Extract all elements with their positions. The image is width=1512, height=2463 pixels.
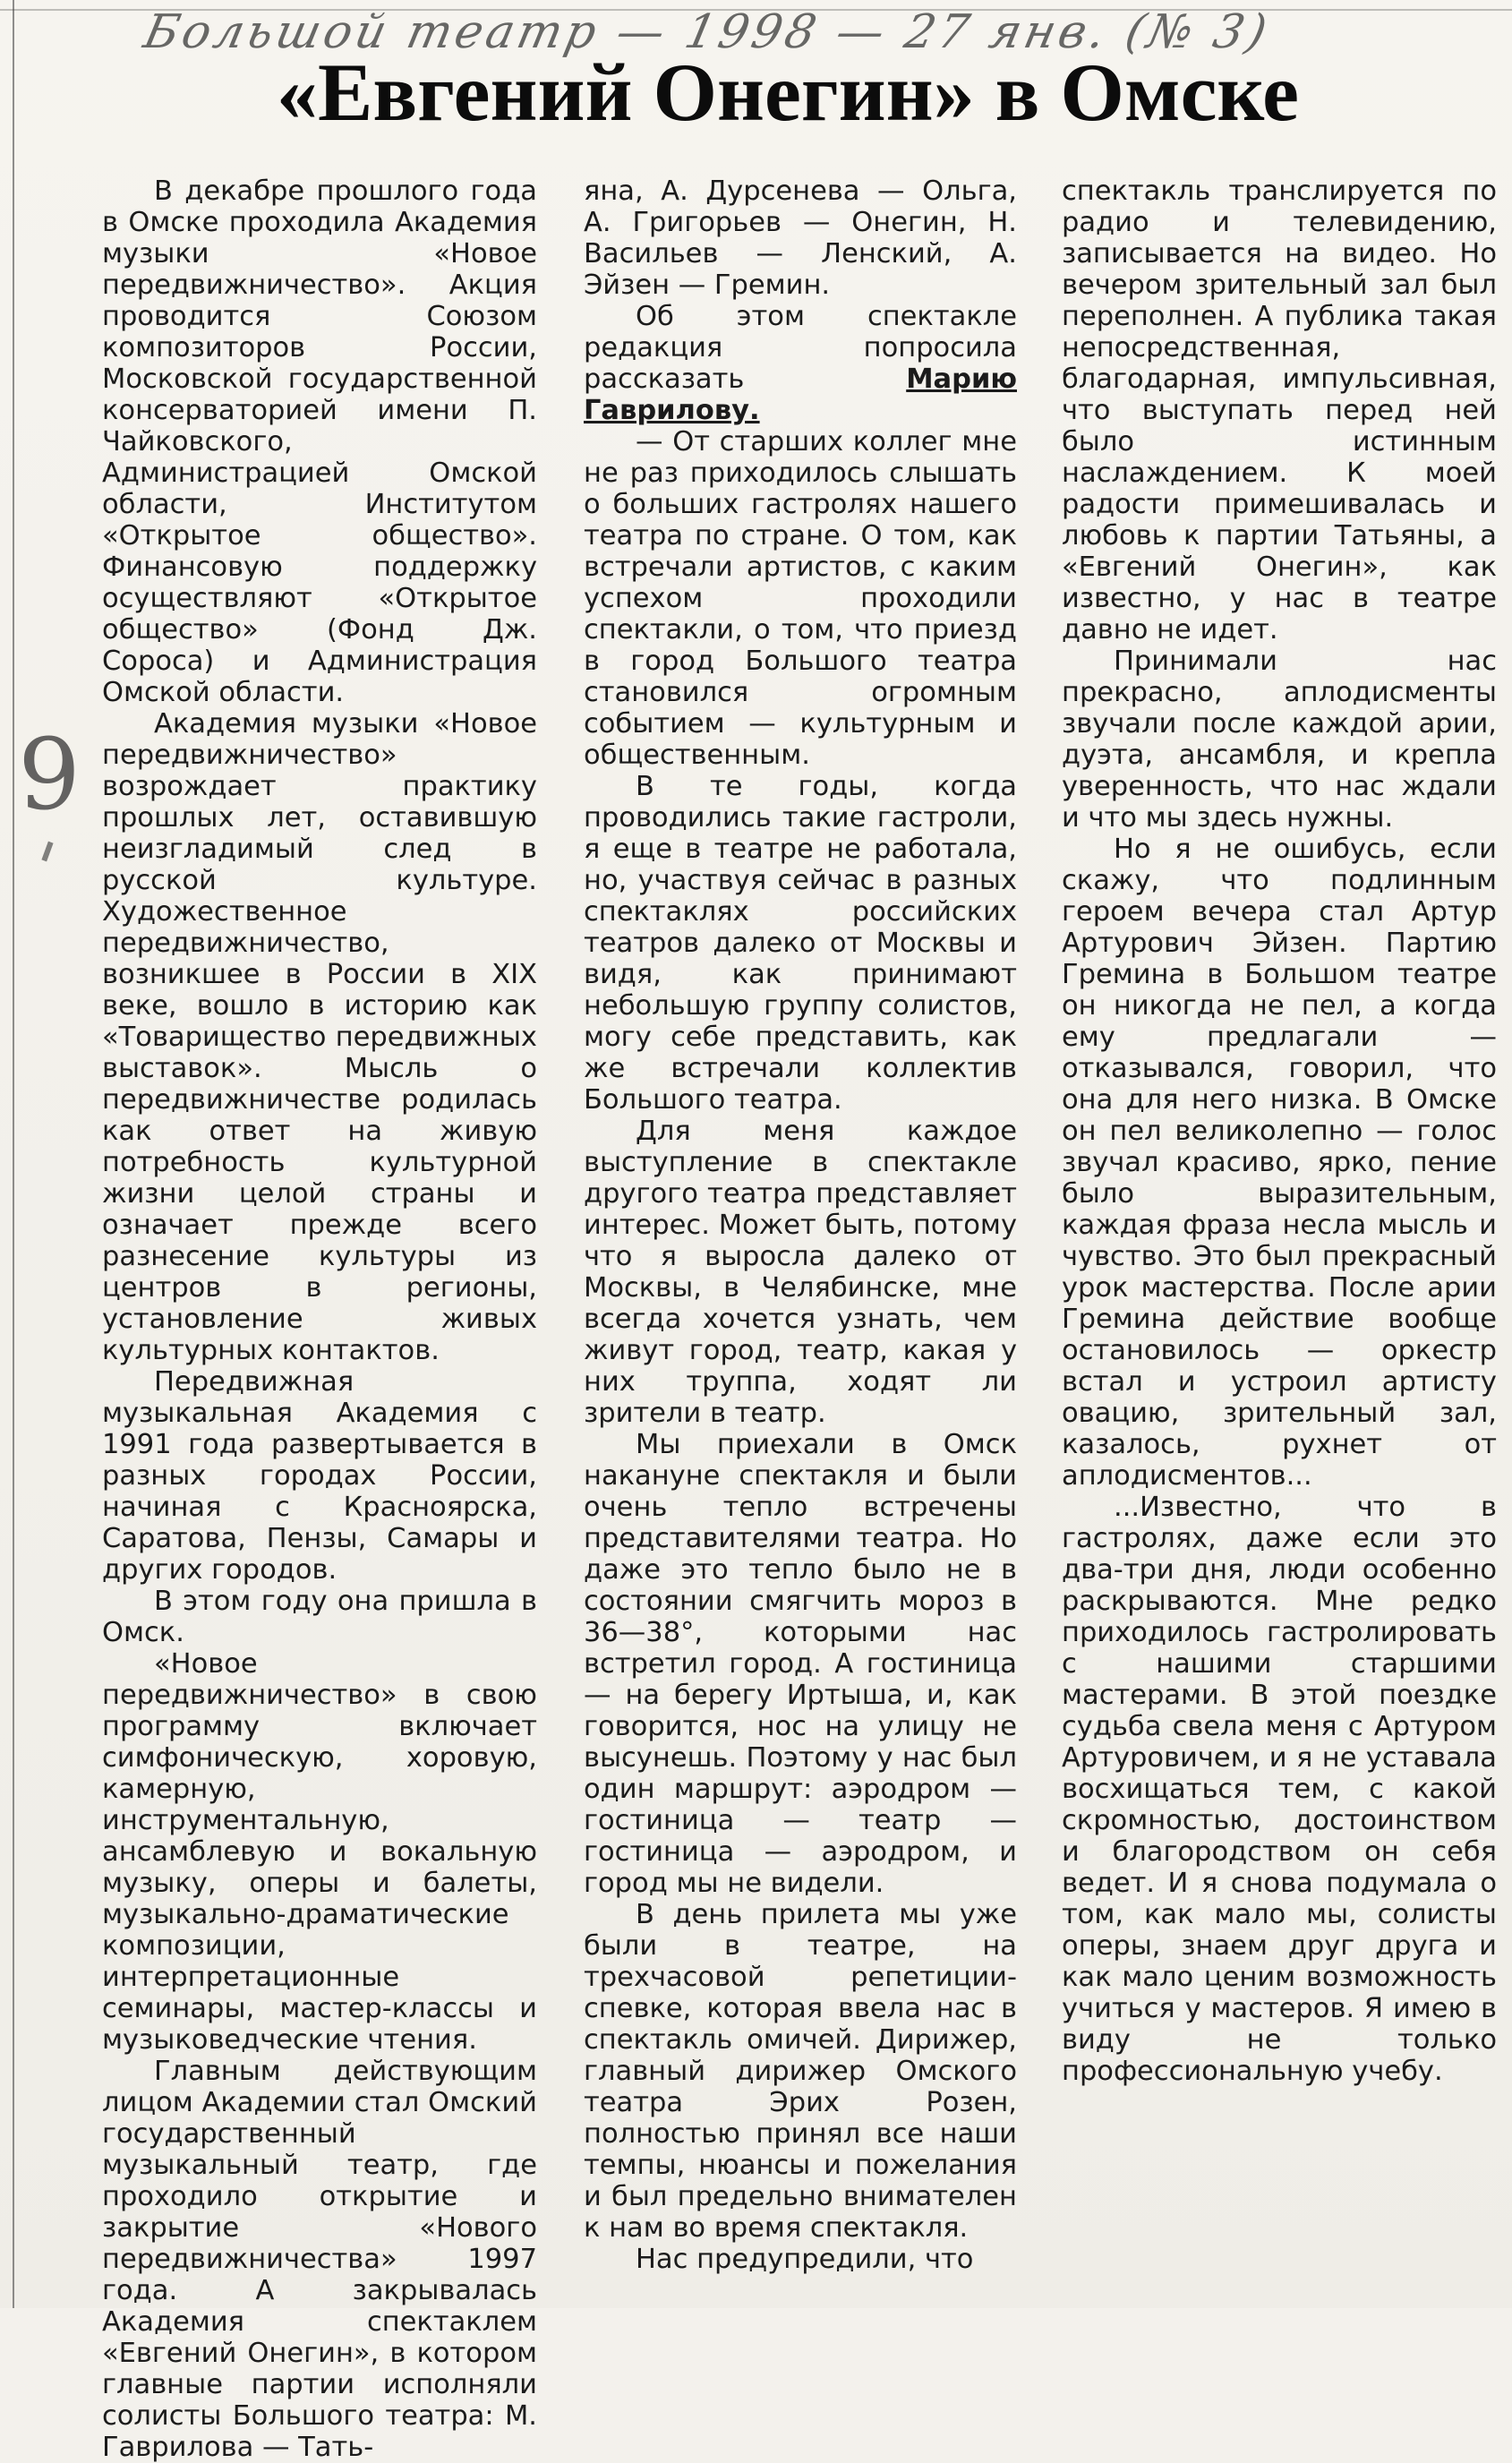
column-2 xyxy=(584,175,1017,2288)
interviewee-name: Марию Гаврилову. xyxy=(584,363,1017,426)
editorial-intro xyxy=(584,301,1017,426)
paragraph: В день прилета мы уже были в театре, на трехчасовой репетиции-спевке, которая ввела нас в спектакль омичей. Дирижер, главный дирижер Омского театра Эрих Розен, полностью принял все наши темпы, нюансы и пожелания и был предельно внимателен к нам во время спектакля. xyxy=(584,1899,1017,2244)
paragraph: «Новое передвижничество» в свою программу включает симфоническую, хоровую, камерную, инструментальную, ансамблевую и вокальную музыку, оперы и балеты, музыкально-драматические композиции, интерпретационные семинары, мастер-классы и музыковедческие чтения. xyxy=(102,1648,537,2056)
paragraph: ...Известно, что в гастролях, даже если это два-три дня, люди особенно раскрываются. Мне редко приходилось гастролировать с нашими старшими мастерами. В этой поездке судьба свела меня с Артуром Артуровичем, и я не уставала восхищаться тем, с какой скромностью, достоинством и благородством он себя ведет. И я снова подумала о том, как мало мы, солисты оперы, знаем друг друга и как мало ценим возможность учиться у мастеров. Я имею в виду не только профессиональную учебу. xyxy=(1062,1492,1497,2087)
column-1 xyxy=(102,175,537,2463)
page-edge-left xyxy=(13,0,14,2308)
paragraph: Главным действующим лицом Академии стал Омский государственный музыкальный театр, где проходило открытие и закрытие «Нового передвижничества» 1997 года. А закрывалась Академия спектаклем «Евгений Онегин», в котором главные партии исполняли солисты Большого театра: М. Гаврилова — Тать- xyxy=(102,2056,537,2463)
paragraph: Принимали нас прекрасно, аплодисменты звучали после каждой арии, дуэта, ансамбля, и крепла уверенность, что нас ждали и что мы здесь нужны. xyxy=(1062,646,1497,834)
paragraph: Для меня каждое выступление в спектакле другого театра представляет интерес. Может быть, потому что я выросла далеко от Москвы, в Челябинске, мне всегда хочется узнать, чем живут город, театр, какая у них труппа, ходят ли зрители в театр. xyxy=(584,1116,1017,1429)
paragraph: Передвижная музыкальная Академия с 1991 года развертывается в разных городах России, начиная с Красноярска, Саратова, Пензы, Самары и других городов. xyxy=(102,1366,537,1586)
column-3 xyxy=(1062,175,1497,2288)
handwritten-note: Большой театр — 1998 — 27 янв. (№ 3) xyxy=(139,5,1276,59)
paragraph: В декабре прошлого года в Омске проходила Академия музыки «Новое передвижничество». Акция проводится Союзом композиторов России, Московской государственной консерваторией имени П. Чайковского, Администрацией Омской области, Институтом «Открытое общество». Финансовую поддержку осуществляют «Открытое общество» (Фонд Дж. Сороса) и Администрация Омской области. xyxy=(102,175,537,708)
intro-text: Об этом спектакле редакция попросила рассказать xyxy=(584,301,1017,395)
margin-mark: 9 xyxy=(18,717,81,832)
paragraph: В этом году она пришла в Омск. xyxy=(102,1586,537,1648)
margin-tick xyxy=(41,842,53,862)
article-headline: «Евгений Онегин» в Омске xyxy=(277,47,1299,138)
paragraph: Нас предупредили, что xyxy=(636,2244,974,2275)
paragraph: В те годы, когда проводились такие гастроли, я еще в театре не работала, но, участвуя сейчас в разных спектаклях российских театров далеко от Москвы и видя, как принимают небольшую группу солистов, могу себе представить, как же встречали коллектив Большого театра. xyxy=(584,771,1017,1116)
paragraph: спектакль транслируется по радио и телевидению, записывается на видео. Но вечером зрительный зал был переполнен. А публика такая непосредственная, благодарная, импульсивная, что выступать перед ней было истинным наслаждением. К моей радости примешивалась и любовь к партии Татьяны, а «Евгений Онегин», как известно, у нас в театре давно не идет. xyxy=(1062,175,1497,646)
paragraph: яна, А. Дурсенева — Ольга, А. Григорьев — Онегин, Н. Васильев — Ленский, А. Эйзен — Гремин. xyxy=(584,175,1017,301)
paragraph: Мы приехали в Омск накануне спектакля и были очень тепло встречены представителями театра. Но даже это тепло было не в состоянии смягчить мороз в 36—38°, которыми нас встретил город. А гостиница — на берегу Иртыша, и, как говорится, нос на улицу не высунешь. Поэтому у нас был один маршрут: аэродром — гостиница — театр — гостиница — аэродром, и город мы не видели. xyxy=(584,1429,1017,1899)
paragraph: Академия музыки «Новое передвижничество» возрождает практику прошлых лет, оставившую неизгладимый след в русской культуре. Художественное передвижничество, возникшее в России в XIX веке, вошло в историю как «Товарищество передвижных выставок». Мысль о передвижничестве родилась как ответ на живую потребность культурной жизни целой страны и означает прежде всего разнесение культуры из центров в регионы, установление живых культурных контактов. xyxy=(102,708,537,1366)
paragraph: Но я не ошибусь, если скажу, что подлинным героем вечера стал Артур Артурович Эйзен. Партию Гремина в Большом театре он никогда не пел, а когда ему предлагали — отказывался, говорил, что она для него низка. В Омске он пел великолепно — голос звучал красиво, ярко, пение было выразительным, каждая фраза несла мысль и чувство. Это был прекрасный урок мастерства. После арии Гремина действие вообще остановилось — оркестр встал и устроил артисту овацию, зрительный зал, казалось, рухнет от аплодисментов... xyxy=(1062,834,1497,1492)
paragraph: — От старших коллег мне не раз приходилось слышать о больших гастролях нашего театра по стране. О том, как встречали артистов, с каким успехом проходили спектакли, о том, что приезд в город Большого театра становился огромным событием — культурным и общественным. xyxy=(584,426,1017,771)
